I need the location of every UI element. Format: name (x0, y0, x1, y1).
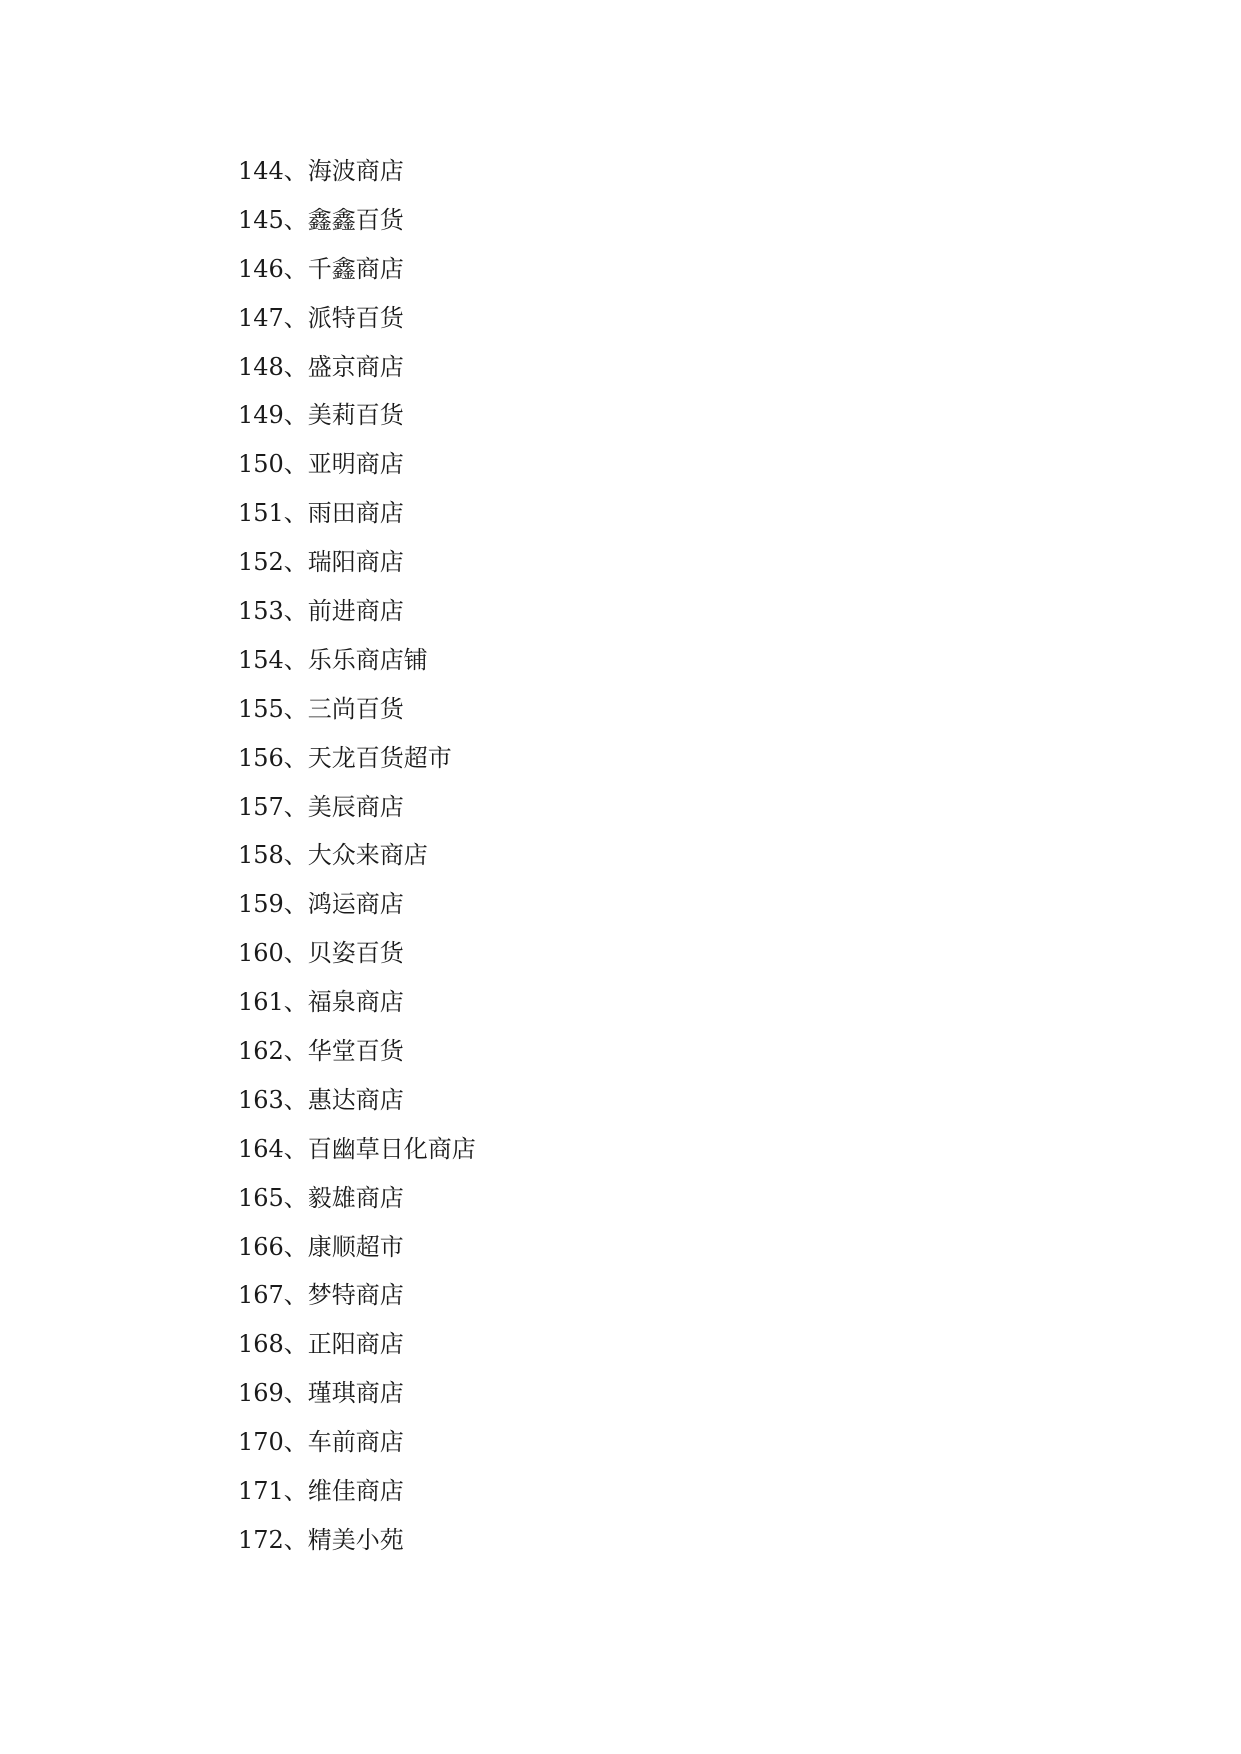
list-item: 146、千鑫商店 (238, 254, 404, 283)
list-item: 152、瑞阳商店 (238, 548, 404, 577)
list-item: 160、贝姿百货 (238, 939, 404, 968)
list-item: 167、梦特商店 (238, 1281, 404, 1310)
list-item: 168、正阳商店 (238, 1330, 404, 1359)
list-item: 150、亚明商店 (238, 450, 404, 479)
list-item: 169、瑾琪商店 (238, 1379, 404, 1408)
list-item: 157、美辰商店 (238, 792, 404, 821)
list-item: 149、美莉百货 (238, 401, 404, 430)
list-item: 153、前进商店 (238, 597, 404, 626)
list-item: 164、百幽草日化商店 (238, 1134, 476, 1163)
list-item: 161、福泉商店 (238, 988, 404, 1017)
list-item: 159、鸿运商店 (238, 890, 404, 919)
list-item: 147、派特百货 (238, 303, 404, 332)
list-item: 154、乐乐商店铺 (238, 645, 428, 674)
list-item: 163、惠达商店 (238, 1085, 404, 1114)
list-item: 148、盛京商店 (238, 352, 404, 381)
list-item: 165、毅雄商店 (238, 1183, 404, 1212)
list-item: 162、华堂百货 (238, 1037, 404, 1066)
list-item: 151、雨田商店 (238, 499, 404, 528)
list-item: 158、大众来商店 (238, 841, 428, 870)
list-item: 144、海波商店 (238, 157, 404, 185)
list-item: 170、车前商店 (238, 1428, 404, 1457)
list-item: 172、精美小苑 (238, 1525, 404, 1554)
list-item: 155、三尚百货 (238, 694, 404, 723)
list-item: 166、康顺超市 (238, 1232, 404, 1261)
list-item: 156、天龙百货超市 (238, 743, 452, 772)
list-item: 145、鑫鑫百货 (238, 205, 404, 234)
list-item: 171、维佳商店 (238, 1477, 404, 1506)
store-list (238, 156, 476, 1574)
